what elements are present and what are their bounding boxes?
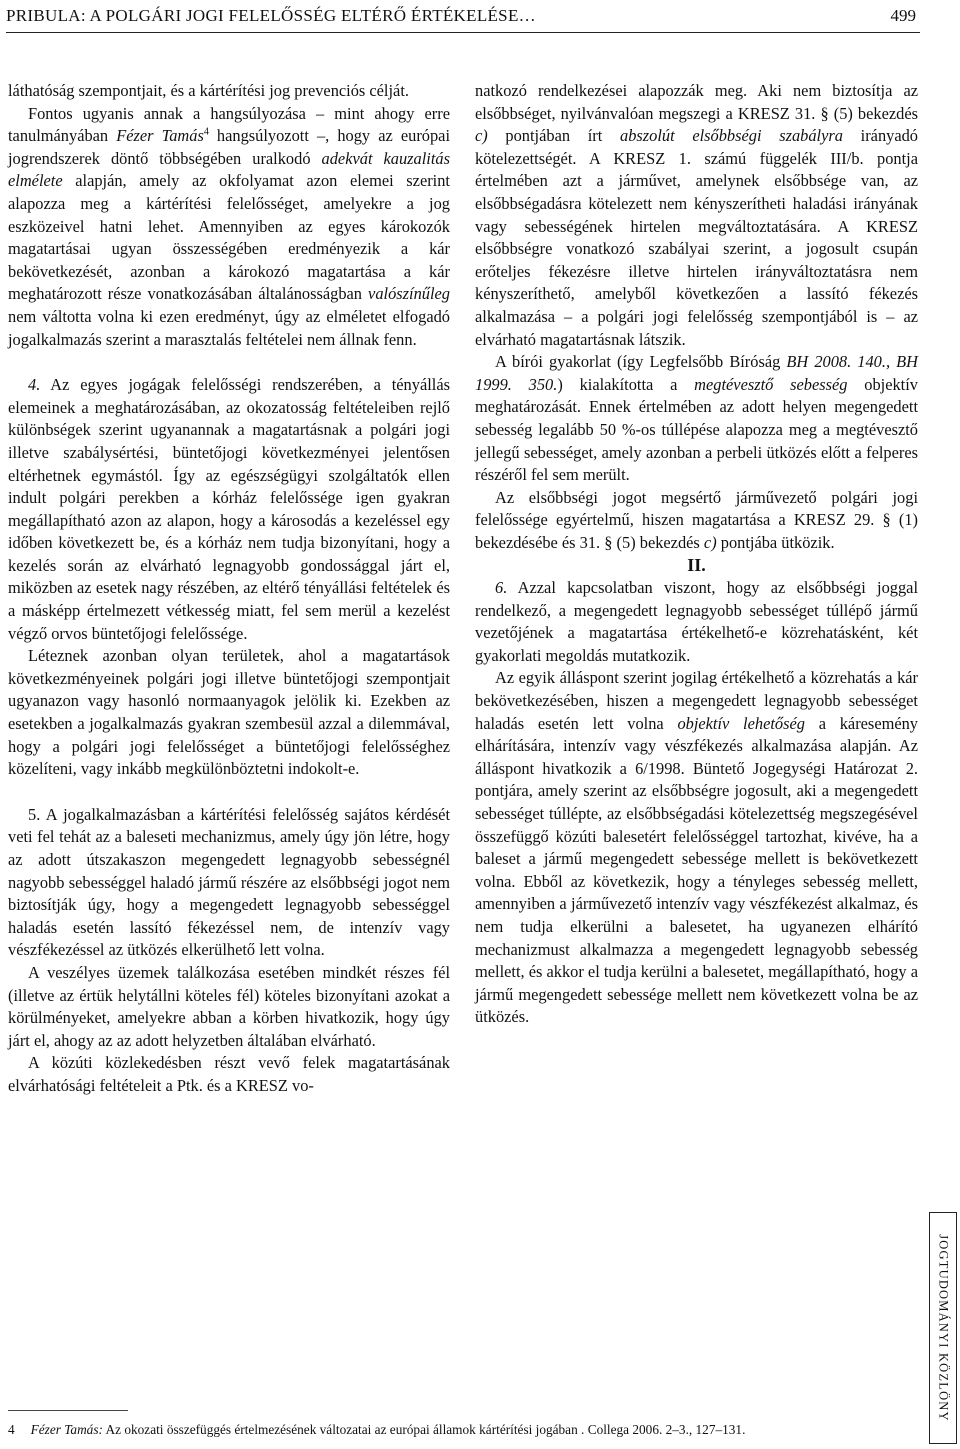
- emphasized-term: megtévesztő sebesség: [694, 374, 848, 394]
- paragraph: Léteznek azonban olyan területek, ahol a magatartások következményeinek polgári jogi illetve büntetőjogi szempontjait ugyanazon vagy hasonló normaanyagok jelölik ki. Ezekben az esetekben a jogalkalmazás gyakran szembesül azzal a dilemmával, hogy a polgári jogi felelősséget a büntetőjogi felelősséghez közelíteni, vagy inkább megkülönböztetni indokolt-e.: [8, 646, 450, 779]
- case-citation: BH 2008. 140., BH 1999. 350.: [475, 352, 919, 394]
- section-number: 5.: [28, 804, 41, 824]
- running-header: [6, 2, 920, 33]
- left-column: [8, 80, 450, 1098]
- footnote-reference[interactable]: 4: [203, 126, 209, 138]
- emphasized-term: adekvát kauzalitás elmélete: [8, 148, 450, 191]
- footnote-text: Az okozati összefüggés értelmezésének változatai az európai államok kártérítési jogában . Collega 2006. 2–3., 127–131.: [102, 1422, 746, 1437]
- journal-name-strip: [929, 1212, 957, 1444]
- section-4-paragraph: 4. Az egyes jogágak felelősségi rendszerében, a tényállás elemeinek a meghatározásában, az okozatosság feltételeiben rejlő különbségek szerint ugyanannak a magatartásnak a polgári jogi illetve szabálysértési, büntetőjogi következményei jelentősen eltérhetnek egymástól. Így az egészségügyi szolgáltatók ellen indult polgári perekben a kórház felelőssége igen gyakran megállapítható azon az alapon, hogy a károsodás a kezeléssel egy időben következett be, és a kórház nem tudja bizonyítani, hogy a kezelés során az elvárható legnagyobb gondossággal járt el, miközben az esetek nagy részében, az eltérő tényállási feltételek és a másképp értelmezett vétkesség miatt, fel sem merül a kezelést végző orvos büntetőjogi felelőssége.: [8, 375, 450, 643]
- footnote-author: Fézer Tamás:: [30, 1422, 103, 1437]
- section-6-paragraph: 6. Azzal kapcsolatban viszont, hogy az elsőbbségi joggal rendelkező, a megengedett legnagyobb sebességet túllépő jármű vezetőjének a magatartása értékelhető-e közrehatásként, két gyakorlati megoldás mutatkozik.: [475, 578, 918, 665]
- section-number: 6.: [495, 578, 508, 598]
- author-name: Fézer Tamás: [116, 126, 204, 146]
- emphasized-term: objektív lehetőség: [677, 713, 805, 733]
- footnote-mark: 4: [8, 1422, 15, 1437]
- emphasized-term: valószínűleg: [368, 284, 450, 304]
- emphasized-term: abszolút elsőbbségi szabályra: [620, 126, 843, 146]
- page-number: 499: [890, 6, 916, 25]
- footnote: [8, 1422, 920, 1438]
- section-heading: II.: [687, 555, 706, 576]
- section-number: 4.: [28, 375, 41, 395]
- paragraph: Az elsőbbségi jogot megsértő járművezető polgári jogi felelőssége egyértelmű, hiszen magatartása a KRESZ 29. § (1) bekezdésébe és 31. § (5) bekezdés c) pontjába ütközik.: [475, 487, 918, 552]
- paragraph: Az egyik álláspont szerint jogilag értékelhető a közrehatás a kár bekövetkezésében, hiszen a megengedett legnagyobb sebességet haladás esetén lett volna objektív lehetőség a káresemény elhárítására, intenzív vagy vészfékezés alkalmazása alapján. Az álláspont hivatkozik a 6/1998. Büntető Jogegységi Határozat 2. pontjára, amely szerint az elsőbbségre jogosult, aki a megengedett sebességet túllépte, az elsőbbségadási kötelezettség megszegésével összefüggő közúti balesetért felelősséggel tartozhat, kivéve, ha a baleset a jármű megengedett sebessége mellett is bekövetkezett volna. Ebből az következik, hogy a tényleges sebesség mellett, amennyiben a járművezető intenzív vagy vészfékezést alkalmaz, és nem tudja elkerülni a balesetet, ha ugyanezen elhárító mechanizmust alkalmazza a megengedett legnagyobb sebesség mellett, és akkor el tudja kerülni a balesetet, megállapítható, hogy a jármű megengedett sebessége mellett nem következett volna be az ütközés.: [475, 668, 919, 1027]
- footnote-divider: [8, 1410, 128, 1411]
- journal-name: JOGTUDOMÁNYI KÖZLÖNY: [936, 1234, 951, 1422]
- paragraph: A veszélyes üzemek találkozása esetében mindkét részes fél (illetve az értük helytállni köteles fél) köteles bizonyítani azokat a körülményeket, amelyekre abban a körben hivatkozik, hogy úgy járt el, ahogy az az adott helyzetben általában elvárható.: [8, 962, 450, 1050]
- paragraph: A bírói gyakorlat (így Legfelsőbb Bíróság BH 2008. 140., BH 1999. 350.) kialakította a megtévesztő sebesség objektív meghatározását. Ennek értelmében az adott helyen megengedett sebesség legalább 50 %-os túllépése alapozza meg a megtévesztő jellegű sebességet, amely azonban a perbeli ütközés előtt a felperes részéről fel sem merült.: [475, 352, 919, 485]
- paragraph: Fontos ugyanis annak a hangsúlyozása – mint ahogy erre tanulmányában Fézer Tamás$^4$ hangsúlyozott –, hogy az európai jogrendszerek döntő többségében uralkodó adekvát kauzalitás elmélete alapján, amely az okfolyamat azon elemei szerint alapozza meg a kártérítési felelősséget, amelyekre a jog eszközeivel hatni lehet. Amennyiben az egyes károkozók magatartásai ugyan összességében eredményezik a kár bekövetkezését, azonban a károkozó magatartása a kár meghatározott része vonatkozásában általánosságban valószínűleg nem váltotta volna ki ezen eredményt, úgy az elméletet elfogadó jogalkalmazás szerint a marasztalás feltételei nem állnak fenn.: [8, 103, 450, 349]
- paragraph: A közúti közlekedésben részt vevő felek magatartásának elvárhatósági feltételeit a Ptk. és a KRESZ vo-: [8, 1053, 450, 1095]
- right-column: [475, 80, 918, 1029]
- running-title: PRIBULA: A POLGÁRI JOGI FELELŐSSÉG ELTÉRŐ ÉRTÉKELÉSE…: [6, 6, 536, 25]
- paragraph: láthatóság szempontjait, és a kártérítési jog prevenciós célját.: [8, 81, 409, 100]
- section-5-paragraph: 5. A jogalkalmazásban a kártérítési felelősség sajátos kérdését veti fel tehát az a baleseti mechanizmus, amely úgy jön létre, hogy az adott útszakaszon megengedett legnagyobb sebességnél nagyobb sebességgel haladó jármű részére az elsőbbségi jogot nem biztosítják úgy, hogy a megengedett legnagyobb sebességgel haladás esetén lassító fékezéssel nem, de intenzív vagy vészfékezéssel az ütközés elkerülhető lett volna.: [8, 804, 450, 960]
- paragraph: natkozó rendelkezései alapozzák meg. Aki nem biztosítja az elsőbbséget, nyilvánvalóan megszegi a KRESZ 31. § (5) bekezdés c) pontjában írt abszolút elsőbbségi szabályra irányadó kötelezettségét. A KRESZ 1. számú függelék III/b. pontja értelmében azt a járművet, amelynek elsőbbsége van, az elsőbbségadásra kötelezett nem kényszerítheti haladási irányának vagy sebességének hirtelen megváltoztatására. A KRESZ elsőbbségre vonatkozó szabályai szerint, a jogosult csupán erőteljes fékezésre illetve hirtelen irányváltoztatásra nem kényszeríthető, amelyből következően a lassító fékezés alkalmazása – a polgári jogi felelősség szempontjából is – az elvárható magatartásnak látszik.: [475, 81, 918, 349]
